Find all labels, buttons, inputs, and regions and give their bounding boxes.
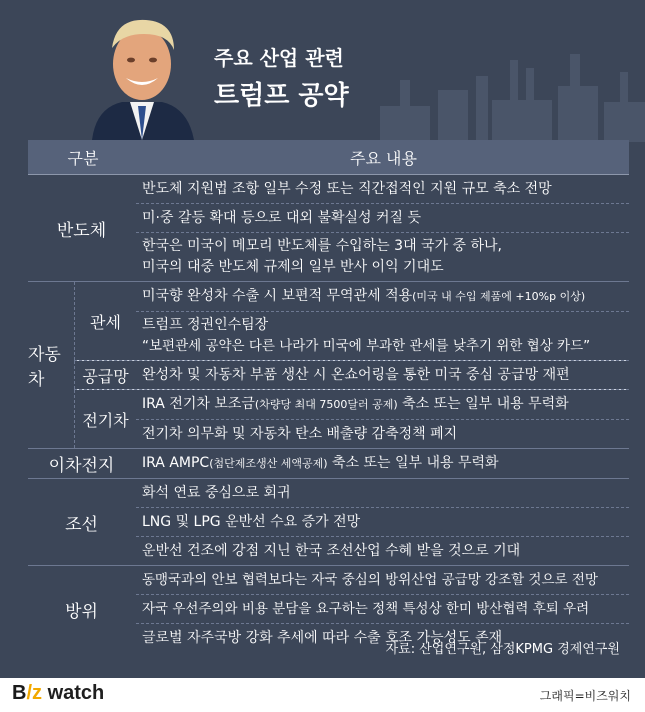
- content-cell: 동맹국과의 안보 협력보다는 자국 중심의 방위산업 공급망 강조할 것으로 전망: [136, 566, 629, 594]
- logo-b: B: [12, 682, 27, 704]
- label-supply: 공급망: [74, 361, 136, 389]
- group-battery: [28, 448, 629, 478]
- content-cell: [136, 311, 629, 360]
- header-category: 구분: [67, 148, 99, 168]
- content-line: 트럼프 정권인수팀장: [142, 317, 269, 333]
- content-cell: 전기차 의무화 및 자동차 탄소 배출량 감축정책 폐지: [136, 419, 629, 448]
- label-shipbuilding: 조선: [28, 479, 136, 565]
- content-cell: LNG 및 LPG 운반선 수요 증가 전망: [136, 507, 629, 536]
- content-cell: [136, 390, 629, 419]
- label-semiconductor: 반도체: [28, 175, 136, 281]
- content-cell: 반도체 지원법 조항 일부 수정 또는 직간접적인 지원 규모 축소 전망: [136, 175, 629, 203]
- label-ev: 전기차: [74, 390, 136, 448]
- content-note: (차량당 최대 7500달러 공제): [254, 398, 398, 411]
- content-text: IRA 전기차 보조금: [142, 396, 255, 412]
- content-note: (미국 내 수입 제품에 +10%p 이상): [412, 290, 586, 303]
- content-cell: 운반선 건조에 강점 지닌 한국 조선산업 수혜 받을 것으로 기대: [136, 536, 629, 565]
- content-cell: 미·중 갈등 확대 등으로 대외 불확실성 커질 듯: [136, 203, 629, 232]
- logo-iz: /z: [26, 682, 43, 704]
- content-cell: 화석 연료 중심으로 회귀: [136, 479, 629, 507]
- title-block: [214, 42, 349, 112]
- bizwatch-logo[interactable]: [12, 682, 104, 705]
- group-auto: [28, 281, 629, 448]
- label-battery: 이차전지: [28, 449, 136, 478]
- content-cell: [136, 449, 629, 478]
- table-header: [28, 140, 629, 174]
- logo-watch: watch: [42, 682, 105, 704]
- content-text: 축소 또는 일부 내용 무력화: [397, 396, 569, 412]
- subgroup-supply: [74, 360, 629, 389]
- content-cell: [136, 232, 629, 281]
- content-text: 축소 또는 일부 내용 무력화: [327, 455, 499, 471]
- graphic-credit: 그래픽=비즈워치: [539, 689, 631, 703]
- content-cell: 완성차 및 자동차 부품 생산 시 온쇼어링을 통한 미국 중심 공급망 재편: [136, 361, 629, 389]
- content-line: 미국의 대중 반도체 규제의 일부 반사 이익 기대도: [142, 259, 444, 275]
- content-cell: 자국 우선주의와 비용 분담을 요구하는 정책 특성상 한미 방산협력 후퇴 우려: [136, 594, 629, 623]
- content-cell: [136, 282, 629, 311]
- label-defense: 방위: [28, 566, 136, 652]
- pledge-table: [28, 140, 629, 652]
- header: [0, 0, 645, 140]
- factory-silhouette-icon: [360, 50, 645, 142]
- subgroup-tariff: [74, 282, 629, 360]
- header-content: 주요 내용: [350, 148, 417, 168]
- footer-bar: [0, 678, 645, 712]
- content-text: IRA AMPC: [142, 455, 210, 471]
- content-line: 한국은 미국이 메모리 반도체를 수입하는 3대 국가 중 하나,: [142, 238, 503, 254]
- content-text: 미국향 완성차 수출 시 보편적 무역관세 적용: [142, 288, 413, 304]
- label-auto: 자동차: [28, 282, 74, 448]
- source-note: 자료: 산업연구원, 삼정KPMG 경제연구원: [385, 642, 620, 657]
- title-line2: 트럼프 공약: [214, 81, 349, 111]
- content-line: “보편관세 공약은 다른 나라가 미국에 부과한 관세를 낮추기 위한 협상 카드”: [142, 338, 591, 354]
- label-tariff: 관세: [74, 282, 136, 360]
- content-cell: 글로벌 자주국방 강화 추세에 따라 수출 호조 가능성도 존재: [136, 623, 629, 652]
- title-line1: 주요 산업 관련: [214, 46, 344, 70]
- group-shipbuilding: [28, 478, 629, 565]
- portrait-image: [82, 8, 202, 140]
- subgroup-ev: [74, 389, 629, 448]
- content-note: (첨단제조생산 세액공제): [209, 457, 328, 470]
- group-semiconductor: [28, 174, 629, 281]
